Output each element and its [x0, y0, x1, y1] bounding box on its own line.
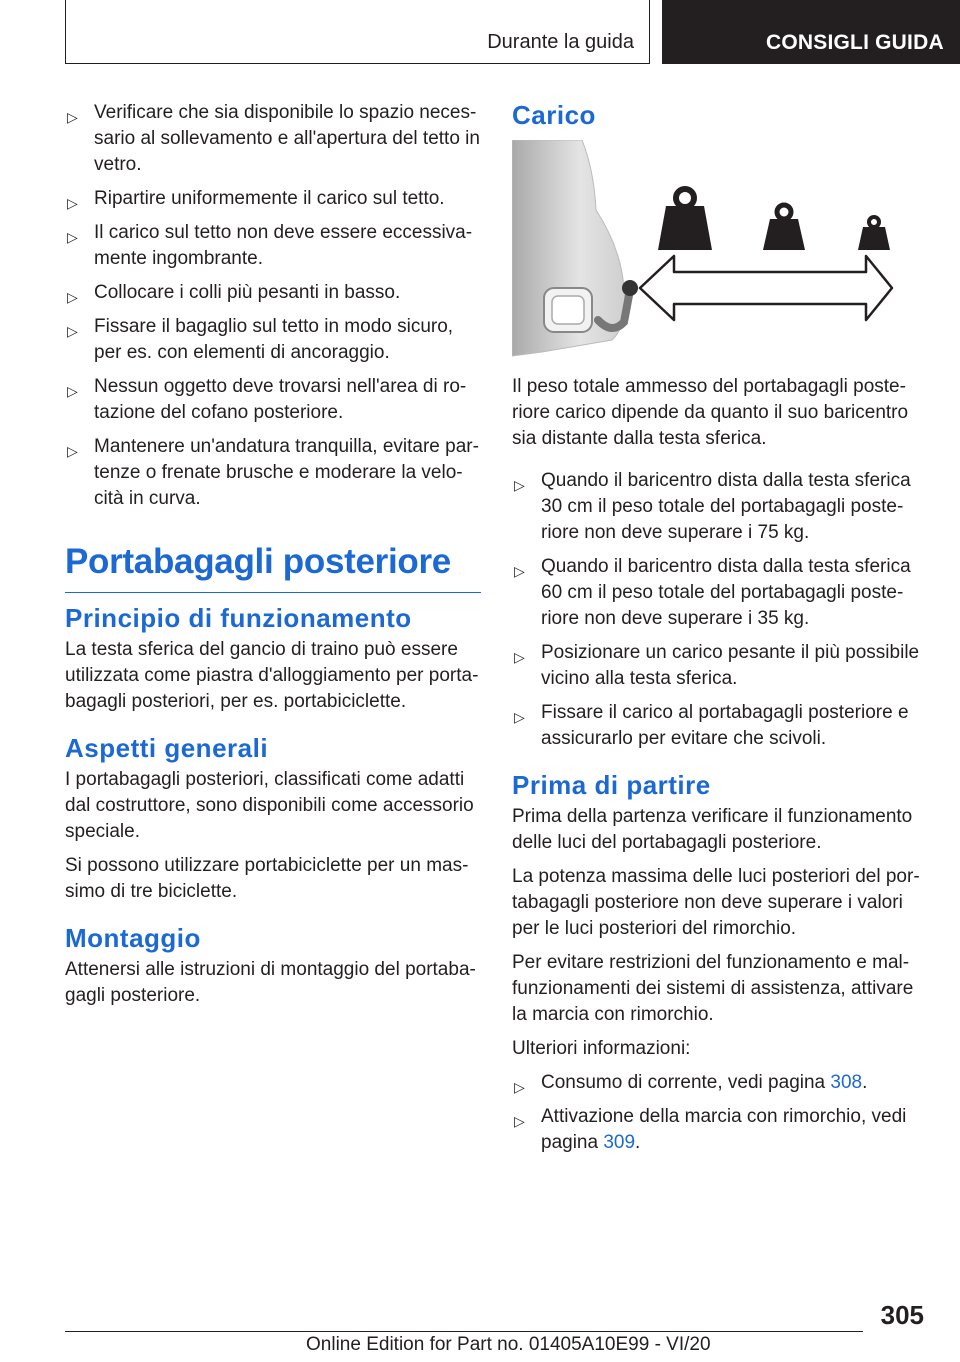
triangle-right-icon: ▷	[67, 383, 78, 399]
subsection-title-prima: Prima di partire	[512, 770, 711, 800]
list-item: ▷ Quando il baricentro dista dalla testa sferica 30 cm il peso totale del portabagagli poste-riore non deve superare i 75 kg.	[514, 470, 911, 543]
weight-medium-icon	[763, 205, 805, 250]
carico-bullet-list	[512, 468, 922, 752]
triangle-right-icon: ▷	[514, 649, 525, 665]
principio-text: La testa sferica del gancio di traino può essere utilizzata come piastra d'alloggiamento per porta-bagagli posteriori, per es. portabiciclette.	[65, 639, 479, 712]
header-section: Durante la guida	[487, 31, 634, 53]
subsection-title-aspetti: Aspetti generali	[65, 733, 269, 763]
tow-ball-shape	[622, 280, 638, 296]
subsection-title-carico: Carico	[512, 100, 596, 130]
header-chapter: CONSIGLI GUIDA	[662, 0, 960, 64]
triangle-right-icon: ▷	[67, 195, 78, 211]
list-item: ▷ Attivazione della marcia con rimorchio, vedi pagina 309.	[514, 1106, 907, 1153]
list-item: ▷ Fissare il bagaglio sul tetto in modo sicuro, per es. con elementi di ancoraggio.	[67, 316, 454, 363]
prima-paragraph-2: La potenza massima delle luci posteriori del por-tabagagli posteriore non deve superare i valori per le luci posteriori del rimorchio.	[512, 866, 920, 939]
triangle-right-icon: ▷	[67, 289, 78, 305]
left-column	[65, 100, 481, 1017]
page-link-308[interactable]: 308	[830, 1072, 863, 1093]
page-number: 305	[880, 1300, 924, 1330]
triangle-right-icon: ▷	[514, 477, 525, 493]
prima-paragraph-3: Per evitare restrizioni del funzionamento e mal-funzionamenti dei sistemi di assistenza, attivare la marcia con rimorchio.	[512, 952, 914, 1025]
list-item: ▷ Ripartire uniformemente il carico sul tetto.	[65, 186, 481, 212]
triangle-right-icon: ▷	[514, 563, 525, 579]
triangle-right-icon: ▷	[514, 1113, 525, 1129]
list-item: ▷ Il carico sul tetto non deve essere eccessiva-mente ingombrante.	[67, 222, 473, 269]
aspetti-paragraph-1: I portabagagli posteriori, classificati come adatti dal costruttore, sono disponibili come accessorio speciale.	[65, 769, 474, 842]
list-item: ▷ Consumo di corrente, vedi pagina 308.	[512, 1070, 922, 1096]
weight-large-icon	[658, 189, 712, 250]
double-arrow-shape	[640, 256, 892, 320]
triangle-right-icon: ▷	[67, 229, 78, 245]
triangle-right-icon: ▷	[67, 443, 78, 459]
reference-list	[512, 1070, 922, 1156]
triangle-right-icon: ▷	[514, 709, 525, 725]
list-item: ▷ Mantenere un'andatura tranquilla, evitare par-tenze o frenate brusche e moderare la velo-cità in curva.	[67, 436, 479, 509]
footer-edition: Online Edition for Part no. 01405A10E99 - VI/20	[306, 1334, 711, 1355]
montaggio-text: Attenersi alle istruzioni di montaggio del portaba-gagli posteriore.	[65, 959, 476, 1006]
triangle-right-icon: ▷	[514, 1079, 525, 1095]
aspetti-paragraph-2: Si possono utilizzare portabiciclette per un mas-simo di tre biciclette.	[65, 855, 469, 902]
subsection-title-montaggio: Montaggio	[65, 923, 201, 953]
roof-load-bullet-list	[65, 100, 481, 512]
page-link-309[interactable]: 309	[603, 1132, 636, 1153]
weight-small-icon	[858, 217, 890, 250]
load-distance-illustration	[512, 140, 912, 358]
ulteriori-label: Ulteriori informazioni:	[512, 1038, 691, 1059]
subsection-title-principio: Principio di funzionamento	[65, 603, 412, 633]
footer-divider	[65, 1331, 863, 1332]
list-item: ▷ Fissare il carico al portabagagli posteriore e assicurarlo per evitare che scivoli.	[514, 702, 909, 749]
list-item: ▷ Quando il baricentro dista dalla testa sferica 60 cm il peso totale del portabagagli poste-riore non deve superare i 35 kg.	[514, 556, 911, 629]
list-item: ▷ Verificare che sia disponibile lo spazio neces-sario al sollevamento e all'apertura del tetto in vetro.	[67, 102, 480, 175]
triangle-right-icon: ▷	[67, 323, 78, 339]
list-item: ▷ Nessun oggetto deve trovarsi nell'area di ro-tazione del cofano posteriore.	[67, 376, 467, 423]
prima-paragraph-1: Prima della partenza verificare il funzionamento delle luci del portabagagli posteriore.	[512, 806, 913, 853]
section-title-portabagagli: Portabagagli posteriore	[65, 542, 481, 593]
triangle-right-icon: ▷	[67, 109, 78, 125]
list-item: ▷ Collocare i colli più pesanti in basso.	[65, 280, 481, 306]
list-item: ▷ Posizionare un carico pesante il più possibile vicino alla testa sferica.	[514, 642, 920, 689]
right-column	[512, 100, 922, 1164]
carico-text: Il peso totale ammesso del portabagagli poste-riore carico dipende da quanto il suo baricentro sia distante dalla testa sferica.	[512, 376, 909, 449]
